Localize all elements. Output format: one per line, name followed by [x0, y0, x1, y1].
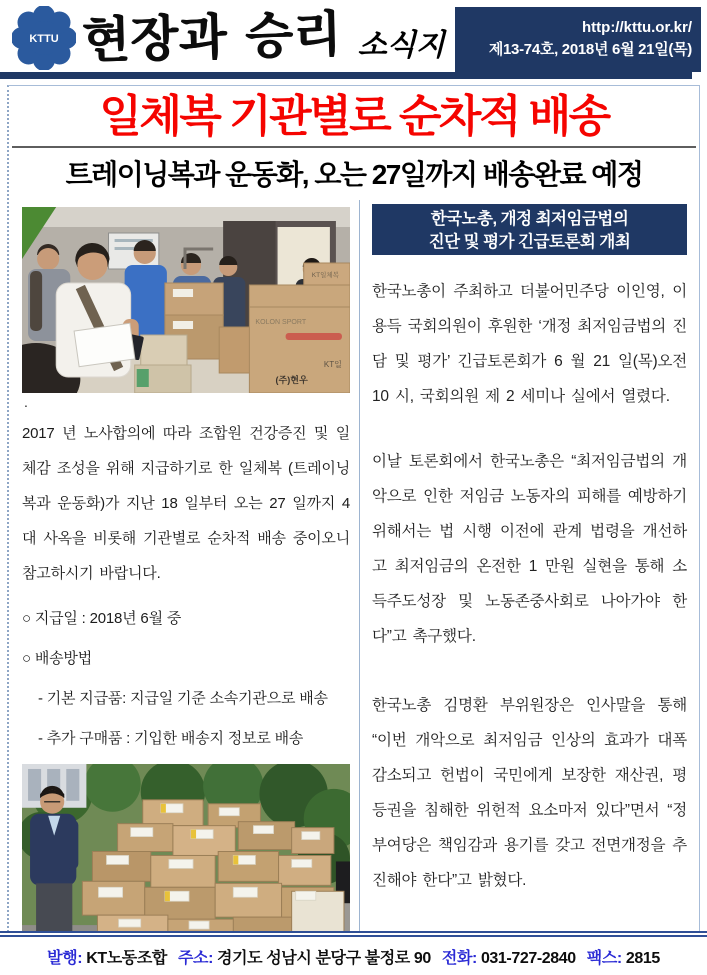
article-paragraph-3: 한국노총 김명환 부위원장은 인사말을 통해 “이번 개악으로 최저임금 인상의 효과가 대폭 감소되고 헌법이 국민에게 보장한 재산권, 평등권을 침해한 위헌적 요소마저 있다”면서 “정부여당은 책임감과 용기를 갖고 전면개정을 추진해야 한다”고 밝혔다.: [372, 697, 687, 890]
article-title-line2: 진단 및 평가 긴급토론회 개최: [428, 233, 631, 252]
bullet-list: [22, 599, 350, 759]
sub-headline: 트레이닝복과 운동화, 오는 27일까지 배송완료 예정: [65, 159, 643, 191]
masthead: [82, 6, 445, 68]
footer-fax-value: 2815: [625, 950, 660, 967]
footer-publisher-label: 발행:: [47, 950, 83, 967]
box-label-ktuniform: KT일체복: [311, 272, 340, 280]
right-column: [360, 200, 699, 932]
main-headline: 일체복 기관별로 순차적 배송: [99, 92, 609, 141]
kttu-logo-icon: [12, 6, 76, 70]
site-url: http://kttu.or.kr/: [582, 19, 692, 36]
newsletter-title: 현장과 승리: [81, 4, 343, 70]
issue-number: 제13-74호, 2018년 6월 21일(목): [488, 41, 692, 58]
left-column: [9, 200, 359, 932]
footer-phone-label: 전화:: [441, 950, 477, 967]
bullet-supply-date: ○ 지급일 : 2018년 6월 중: [22, 610, 182, 628]
footer: [0, 945, 707, 968]
article-title-box: [372, 204, 687, 255]
footer-address-value: 경기도 성남시 분당구 불정로 90: [217, 950, 431, 967]
footer-publisher-value: KT노동조합: [86, 950, 167, 967]
photo-caption-dot: .: [24, 394, 28, 411]
bottom-double-rule: [0, 931, 707, 937]
photo2-wrap: [22, 764, 350, 932]
two-column-layout: [9, 200, 699, 932]
header-rule: [0, 72, 692, 79]
content-frame: [7, 85, 700, 932]
photo-boxes-outdoor: [22, 764, 350, 932]
sub-bullet-extra-item: - 추가 구매품 : 기입한 배송지 정보로 배송: [38, 730, 304, 748]
headline-divider: [12, 146, 696, 148]
article-paragraph-1: 한국노총이 주최하고 더불어민주당 이인영, 이용득 국회의원이 후원한 ‘개정 최저임금법의 진담 및 평가’ 긴급토론회가 6 월 21 일(목)오전 10 시, 국회의원 제 2 세미나 실에서 열렸다.: [372, 283, 687, 406]
newsletter-subtitle: 소식지: [357, 29, 445, 62]
bullet-delivery-method: ○ 배송방법: [22, 650, 92, 668]
logo-text: KTTU: [29, 33, 59, 45]
sub-bullet-basic-item: - 기본 지급품: 지급일 기준 소속기관으로 배송: [38, 690, 328, 708]
box-label-hyunwoo: (주)현우: [275, 375, 308, 386]
footer-phone-value: 031-727-2840: [480, 950, 576, 967]
header-info-box: [455, 7, 701, 72]
photo-boxes-indoor: [22, 207, 350, 393]
box-label-ktil: KT일: [323, 360, 342, 370]
article-paragraph-2: 이날 토론회에서 한국노총은 “최저임금법의 개악으로 인한 저임금 노동자의 피해를 예방하기 위해서는 법 시행 이전에 관계 법령을 개선하고 최저임금의 온전한 1 만원 실현을 통해 소득주도성장 및 노동존중사회로 나아가야 한다”고 촉구했다.: [372, 453, 687, 646]
article-title-line1: 한국노총, 개정 최저임금법의: [430, 210, 629, 229]
box-label-kolon: KOLON SPORT: [255, 319, 307, 327]
footer-address-label: 주소:: [177, 950, 214, 967]
footer-fax-label: 팩스:: [586, 950, 622, 967]
left-article-paragraph: 2017 년 노사합의에 따라 조합원 건강증진 및 일체감 조성을 위해 지급하기로 한 일체복 (트레이닝복과 운동화)가 지난 18 일부터 오는 27 일까지 4 대 사옥을 비롯해 기관별로 순차적 배송 중이오니 참고하시기 바랍니다.: [22, 425, 350, 583]
